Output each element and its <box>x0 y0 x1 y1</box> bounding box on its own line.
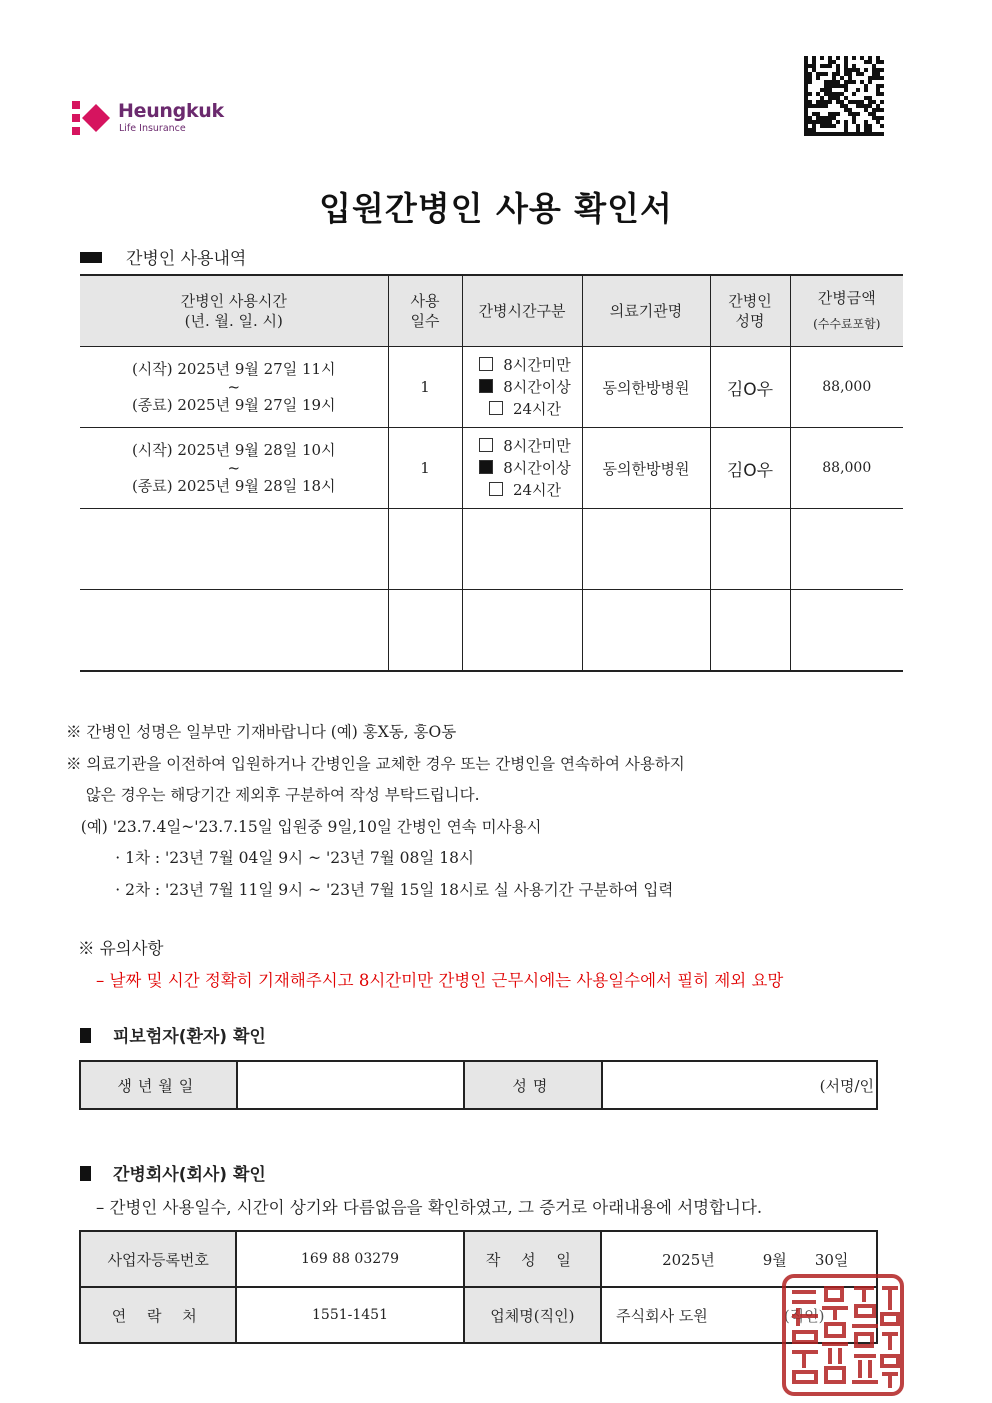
patient-name-label: 성명 <box>464 1061 602 1109</box>
option-24h[interactable]: 24시간 <box>469 398 582 420</box>
period-cell[interactable]: (시작) 2025년 9월 28일 10시 ~ (종료) 2025년 9월 28일 18시 <box>80 428 388 509</box>
hospital-cell[interactable]: 동의한방병원 <box>582 347 710 428</box>
section-patient-heading <box>80 1022 266 1047</box>
section-marker-icon <box>80 252 102 263</box>
note-line: 않은 경우는 해당기간 제외후 구분하여 작성 부탁드립니다. <box>66 786 480 804</box>
patient-sign-field[interactable] <box>602 1061 877 1109</box>
logo-mark-icon <box>72 101 110 135</box>
header-amount: 간병금액 (수수료포함) <box>790 275 903 347</box>
period-cell[interactable]: (시작) 2025년 9월 27일 11시 ~ (종료) 2025년 9월 27일 19시 <box>80 347 388 428</box>
note-line: ※ 의료기관을 이전하여 입원하거나 간병인을 교체한 경우 또는 간병인을 연속하여 사용하지 <box>66 754 685 773</box>
days-cell[interactable]: 1 <box>388 428 462 509</box>
header-period: 간병인 사용시간 (년. 월. 일. 시) <box>80 275 388 347</box>
confirm-statement: – 간병인 사용일수, 시간이 상기와 다름없음을 확인하였고, 그 증거로 아래내용에 서명합니다. <box>96 1198 763 1217</box>
date-label: 작 성 일 <box>464 1231 602 1287</box>
hospital-cell[interactable]: 동의한방병원 <box>582 428 710 509</box>
contact-label: 연 락 처 <box>80 1287 236 1343</box>
header-type: 간병시간구분 <box>462 275 582 347</box>
section-company-label: 간병회사(회사) 확인 <box>113 1165 266 1185</box>
checkbox-icon[interactable] <box>479 357 493 371</box>
caution-text: – 날짜 및 시간 정확히 기재해주시고 8시간미만 간병인 근무시에는 사용일수에서 필히 제외 요망 <box>96 971 784 990</box>
table-row <box>80 428 903 509</box>
checkbox-icon[interactable] <box>489 401 503 415</box>
bizno-field[interactable]: 169 88 03279 <box>236 1231 463 1287</box>
company-logo <box>72 98 242 138</box>
document-title: 입원간병인 사용 확인서 <box>319 189 673 228</box>
option-over-8h[interactable]: 8시간이상 <box>469 457 582 479</box>
table-row <box>80 347 903 428</box>
company-name-label: 업체명(직인) <box>464 1287 602 1343</box>
note-line: ※ 간병인 성명은 일부만 기재바랍니다 (예) 홍X동, 홍O동 <box>66 723 457 741</box>
bizno-label: 사업자등록번호 <box>80 1231 236 1287</box>
caution-title: ※ 유의사항 <box>78 939 164 958</box>
note-line: · 1차 : '23년 7월 04일 9시 ~ '23년 7월 08일 18시 <box>66 849 474 867</box>
type-options <box>462 428 582 509</box>
header-days: 사용 일수 <box>388 275 462 347</box>
option-under-8h[interactable]: 8시간미만 <box>469 354 582 376</box>
logo-name: Heungkuk <box>118 100 224 122</box>
option-over-8h[interactable]: 8시간이상 <box>469 376 582 398</box>
date-field[interactable]: 2025년 9월 30일 <box>601 1231 877 1287</box>
section-company-heading <box>80 1160 266 1185</box>
checkbox-icon[interactable] <box>489 482 503 496</box>
contact-field[interactable]: 1551-1451 <box>236 1287 463 1343</box>
caregiver-name-cell[interactable]: 김O우 <box>710 428 790 509</box>
qr-code-icon <box>804 56 884 136</box>
table-row-empty <box>80 590 903 672</box>
company-seal-stamp <box>780 1272 906 1398</box>
section-usage-label: 간병인 사용내역 <box>126 249 247 269</box>
birth-label: 생년월일 <box>80 1061 237 1109</box>
checkbox-icon[interactable] <box>479 438 493 452</box>
section-marker-icon <box>80 1028 91 1043</box>
amount-cell[interactable]: 88,000 <box>790 428 903 509</box>
header-hospital: 의료기관명 <box>582 275 710 347</box>
usage-table <box>80 274 903 672</box>
option-24h[interactable]: 24시간 <box>469 479 582 501</box>
caregiver-name-cell[interactable]: 김O우 <box>710 347 790 428</box>
note-line: · 2차 : '23년 7월 11일 9시 ~ '23년 7월 15일 18시로 실 사용기간 구분하여 입력 <box>66 880 674 899</box>
section-usage-heading <box>80 244 246 269</box>
company-name-field[interactable]: 주식회사 도원 (직인) <box>601 1287 877 1343</box>
amount-cell[interactable]: 88,000 <box>790 347 903 428</box>
days-cell[interactable]: 1 <box>388 347 462 428</box>
usage-table-header <box>80 275 903 347</box>
notes <box>66 717 685 906</box>
checkbox-checked-icon[interactable] <box>479 379 493 393</box>
patient-table <box>79 1060 878 1110</box>
logo-sub: Life Insurance <box>119 123 186 134</box>
checkbox-checked-icon[interactable] <box>479 460 493 474</box>
sign-label: (서명/인 <box>819 1076 874 1095</box>
company-table <box>79 1230 878 1344</box>
section-marker-icon <box>80 1166 91 1181</box>
note-line: (예) '23.7.4일~'23.7.15일 입원중 9일,10일 간병인 연속 미사용시 <box>66 817 542 836</box>
type-options <box>462 347 582 428</box>
option-under-8h[interactable]: 8시간미만 <box>469 435 582 457</box>
birth-field[interactable] <box>237 1061 464 1109</box>
section-patient-label: 피보험자(환자) 확인 <box>113 1027 266 1047</box>
table-row-empty <box>80 509 903 590</box>
header-caregiver: 간병인 성명 <box>710 275 790 347</box>
